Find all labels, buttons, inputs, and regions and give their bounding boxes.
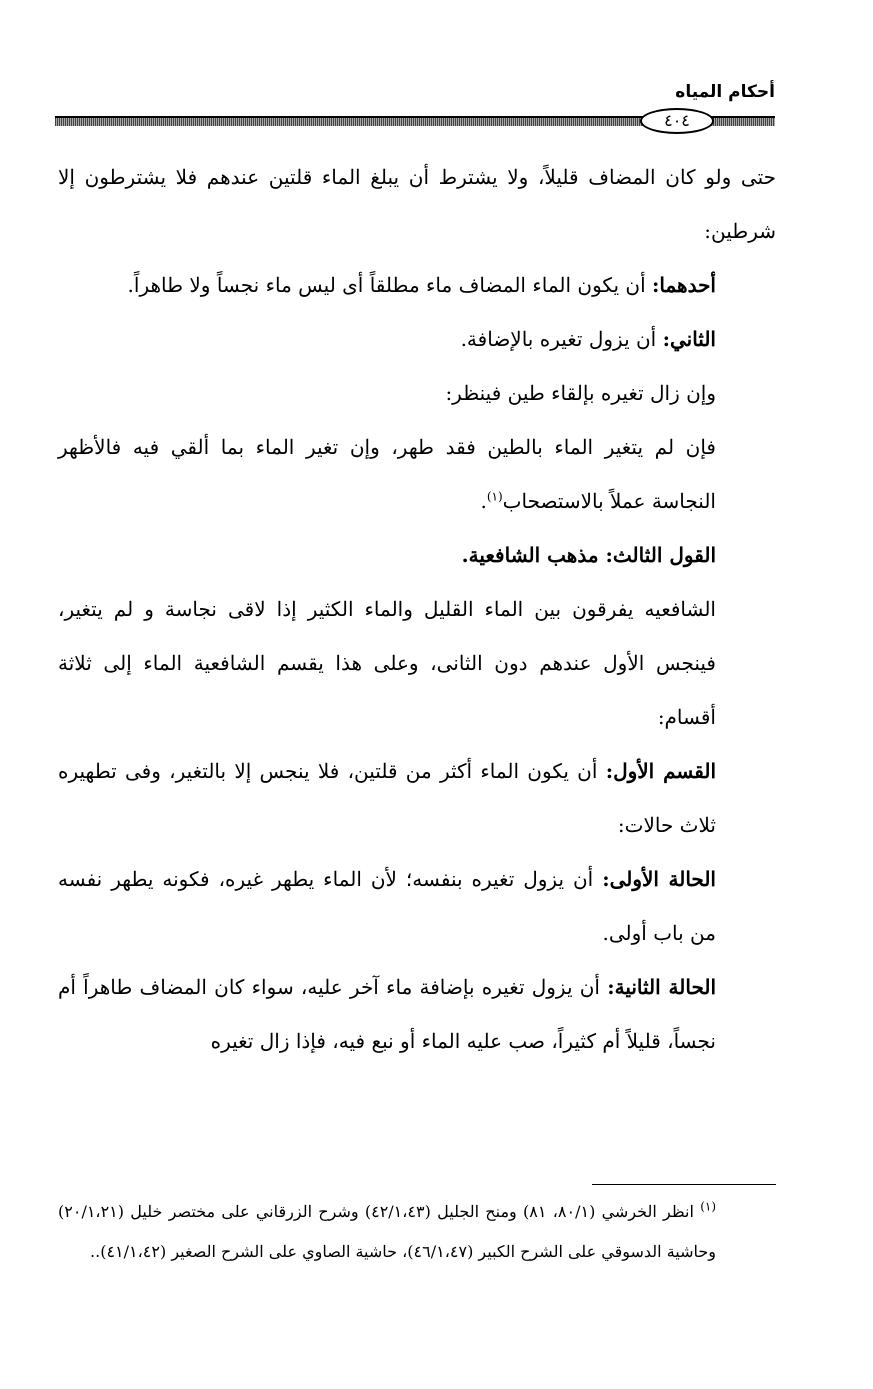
paragraph-5-text: فإن لم يتغير الماء بالطين فقد طهر، وإن تغير الماء بما ألقي فيه فالأظهر النجاسة عملاً بالاستصحاب — [58, 435, 716, 513]
footnote-separator — [592, 1184, 776, 1185]
paragraph-9-text: أن يزول تغيره بإضافة ماء آخر عليه، سواء كان المضاف طاهراً أم نجساً، قليلاً أم كثيراً، صب عليه الماء أو نبع فيه، فإذا زال تغيره — [58, 975, 716, 1053]
page-number: ٤٠٤ — [640, 108, 714, 134]
paragraph-8 — [58, 852, 776, 960]
footnote — [58, 1192, 776, 1272]
paragraph-2 — [58, 258, 776, 312]
paragraph-1: حتى ولو كان المضاف قليلاً، ولا يشترط أن يبلغ الماء قلتين عندهم فلا يشترطون إلا شرطين: — [58, 165, 776, 243]
footnote-marker: (١) — [700, 1199, 717, 1214]
footnote-text: انظر الخرشي (٨٠/١، ٨١) ومنح الجليل (٤٢/١،٤٣) وشرح الزرقاني على مختصر خليل (٢٠/١،٢١) وحاشية الدسوقي على الشرح الكبير (٤٦/١،٤٧)، حاشية الصاوي على الشرح الصغير (٤١/١،٤٢).. — [58, 1202, 716, 1261]
running-title: أحكام المياه — [675, 82, 775, 102]
footnote-ref[interactable]: (١) — [486, 489, 503, 504]
paragraph-5 — [58, 420, 776, 528]
paragraph-4: وإن زال تغيره بإلقاء طين فينظر: — [445, 381, 716, 405]
paragraph-5-end: . — [480, 489, 487, 513]
paragraph-8-label: الحالة الأولى: — [602, 867, 716, 891]
page-header — [55, 76, 775, 136]
footnote-1 — [58, 1192, 776, 1272]
paragraph-7-label: القسم الأول: — [605, 759, 716, 783]
paragraph-9-label: الحالة الثانية: — [607, 975, 717, 999]
paragraph-2-label: أحدهما: — [651, 273, 716, 297]
body-text — [58, 150, 776, 1068]
paragraph-3 — [58, 312, 776, 366]
section-heading: القول الثالث: مذهب الشافعية. — [461, 543, 716, 567]
paragraph-3-label: الثاني: — [662, 327, 716, 351]
paragraph-2-text: أن يكون الماء المضاف ماء مطلقاً أى ليس ماء نجساً ولا طاهراً. — [127, 273, 652, 297]
paragraph-6: الشافعيه يفرقون بين الماء القليل والماء الكثير إذا لاقى نجاسة و لم يتغير، فينجس الأول عندهم دون الثانى، وعلى هذا يقسم الشافعية الماء إلى ثلاثة أقسام: — [58, 597, 716, 729]
paragraph-7 — [58, 744, 776, 852]
paragraph-8-text: أن يزول تغيره بنفسه؛ لأن الماء يطهر غيره، فكونه يطهر نفسه من باب أولى. — [58, 867, 716, 945]
paragraph-9 — [58, 960, 776, 1068]
paragraph-7-text: أن يكون الماء أكثر من قلتين، فلا ينجس إلا بالتغير، وفى تطهيره ثلاث حالات: — [58, 759, 716, 837]
paragraph-3-text: أن يزول تغيره بالإضافة. — [460, 327, 663, 351]
